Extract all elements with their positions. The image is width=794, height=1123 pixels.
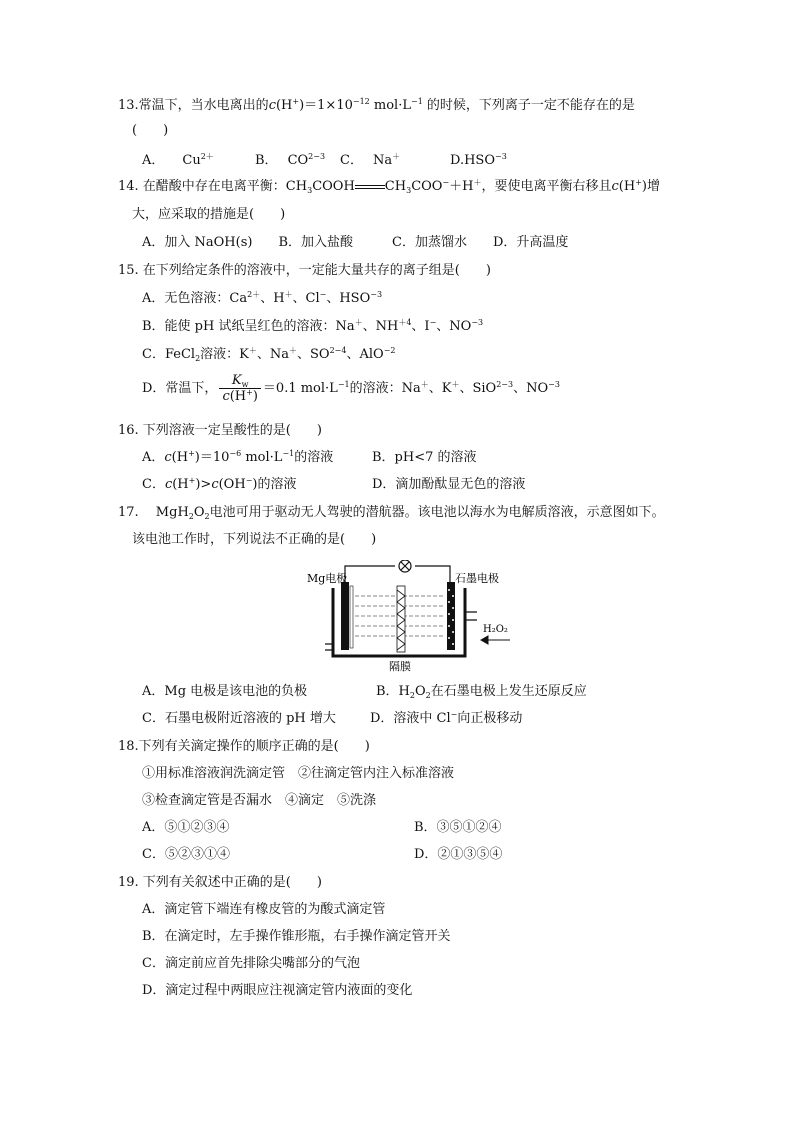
q14-ch: CH: [384, 179, 407, 194]
question-15-stem: 15. 在下列给定条件的溶液中，一定能大量共存的离子组是( ): [118, 263, 491, 278]
q17-option-d: [370, 710, 522, 728]
q15-c: C．FeCl: [142, 347, 196, 362]
opt-text: HSO: [464, 153, 495, 168]
q13-option-d: [450, 152, 507, 170]
q13-c: c: [268, 98, 276, 113]
q16-sup: +: [188, 476, 196, 485]
q18-option-d: D．②①③⑤④: [414, 847, 503, 862]
q15-d: D．常温下，: [142, 381, 218, 396]
q19-option-d: D．滴定过程中两眼应注视滴定管内液面的变化: [142, 983, 413, 998]
frac-sup: +: [246, 388, 253, 397]
membrane-label: 隔膜: [389, 660, 411, 672]
q15-sup: 2−4: [329, 346, 347, 355]
q19-option-b: B．在滴定时，左手操作锥形瓶，右手操作滴定管开关: [142, 929, 451, 944]
q18-option-c: C．⑤②③①④: [142, 847, 230, 862]
q16-oh: (OH: [218, 477, 246, 492]
q14-sub: 3: [406, 186, 412, 195]
q14-mid: ，要使电离平衡右移且: [481, 179, 612, 194]
q16-a: A．: [142, 450, 165, 465]
q18-steps-1: ①用标准溶液润洗滴定管 ②往滴定管内注入标准溶液: [142, 766, 455, 781]
q14-c: c: [611, 179, 619, 194]
q14-sup: −: [442, 178, 450, 187]
q15-ion: 、NH: [362, 319, 399, 334]
q15-sup: −3: [370, 290, 383, 299]
opt-sup: 2＋: [200, 152, 214, 161]
q16-c-end: )的溶液: [252, 477, 297, 492]
q17-d-post: 向正极移动: [457, 711, 523, 726]
q15-sup: −: [319, 290, 327, 299]
q16-a-unit: mol·L: [241, 450, 283, 465]
question-14-stem: [118, 178, 660, 196]
frac-sub: w: [241, 380, 249, 389]
q15-option-a: [142, 290, 382, 308]
opt-sup: ＋: [392, 152, 401, 161]
q13-exp: −12: [352, 97, 370, 106]
opt-letter: D.: [450, 153, 465, 168]
q15-sup: −: [429, 318, 437, 327]
opt-letter: C．: [340, 153, 363, 168]
q17-o: O: [193, 505, 205, 520]
kw-fraction: $\frac{K_w}{c(H^+)}$: [219, 373, 260, 404]
q13-eq: )＝1×10: [299, 98, 353, 113]
q14-end: )增: [641, 179, 660, 194]
q17-option-b: [376, 683, 587, 701]
q14-sup: +: [635, 178, 642, 187]
q17-d-pre: D．溶液中 Cl: [370, 711, 451, 726]
q18-option-b: B．③⑤①②④: [414, 820, 502, 835]
q15-sup: 2−3: [496, 380, 514, 389]
q17-pre: 17. MgH: [118, 505, 189, 520]
equilibrium-arrow-icon: [355, 184, 385, 190]
q16-c: c: [211, 477, 219, 492]
q15-ion: 、Cl: [292, 291, 320, 306]
frac-num: K: [231, 373, 242, 388]
q15-a: A．无色溶液：Ca: [142, 291, 248, 306]
q15-sup: ＋: [451, 380, 460, 389]
q16-option-b: B．pH<7 的溶液: [372, 450, 477, 465]
q15-sub: 2: [195, 354, 201, 363]
q16-option-d: D．滴加酚酞显无色的溶液: [372, 477, 526, 492]
q16-option-a: [142, 449, 333, 467]
q13-post: 的时候，下列离子一定不能存在的是: [422, 98, 635, 113]
q16-sup: −: [245, 476, 253, 485]
q15-ion: 、SiO: [459, 381, 497, 396]
q15-ion: 、K: [428, 381, 452, 396]
question-17-stem: [118, 504, 665, 522]
opt-text: Cu: [182, 153, 201, 168]
q16-c: c: [164, 477, 173, 492]
q15-sup: ＋: [284, 290, 293, 299]
question-13-stem: [118, 97, 635, 115]
q15-sup: 2＋: [247, 290, 261, 299]
q14-text: 14. 在醋酸中存在电离平衡：CH: [118, 179, 308, 194]
q17-b-o: O: [414, 684, 426, 699]
opt-letter: B．: [255, 153, 278, 168]
q16-a-end: 的溶液: [294, 450, 334, 465]
q13-unit: mol·L: [369, 98, 411, 113]
q13-unit-exp: −1: [410, 97, 423, 106]
q15-ion: 、NO: [436, 319, 472, 334]
q14-options: A．加入 NaOH(s) B．加入盐酸 C．加蒸馏水 D．升高温度: [142, 235, 569, 250]
q17-b-post: 在石墨电极上发生还原反应: [430, 684, 587, 699]
q15-d-post: 的溶液：Na: [349, 381, 421, 396]
opt-text: CO: [287, 153, 309, 168]
q17-option-a: A．Mg 电极是该电池的负极: [142, 684, 308, 699]
q15-option-c: [142, 346, 396, 364]
q16-c: c: [164, 450, 172, 465]
q17-sup: −: [450, 710, 458, 719]
q16-sup: −6: [229, 449, 242, 458]
bulb-cross: [401, 562, 409, 570]
q15-option-d: [142, 372, 560, 406]
q17-sub: 2: [188, 512, 194, 521]
graphite-electrode: [447, 582, 455, 650]
q13-option-a: [142, 152, 214, 170]
wire: [345, 566, 395, 582]
q16-c-mid: )>: [195, 477, 212, 492]
q15-sup: ＋: [289, 346, 298, 355]
q14-h-tail: (H: [618, 179, 636, 194]
membrane: [397, 586, 405, 652]
q14-cooh: COOH: [312, 179, 355, 194]
q17-post: 电池可用于驱动无人驾驶的潜航器。该电池以海水为电解质溶液，示意图如下。: [209, 505, 665, 520]
q14-coo: COO: [411, 179, 443, 194]
opt-sup: 2−3: [308, 152, 326, 161]
q15-ion: 、NO: [513, 381, 549, 396]
q15-ion: 、HSO: [326, 291, 371, 306]
h2o2-arrow-icon: [481, 636, 510, 644]
q17-sub: 2: [204, 512, 210, 521]
q14-sub: 3: [307, 186, 313, 195]
q18-option-a: A．⑤①②③④: [142, 820, 230, 835]
question-19-stem: 19. 下列有关叙述中正确的是( ): [118, 875, 322, 890]
inlet-pipe: [465, 612, 477, 620]
q17-b-pre: B．H: [376, 684, 410, 699]
q16-a-eq: )＝10: [194, 450, 230, 465]
q15-ion: 、AlO: [346, 347, 384, 362]
q15-ion: 、I: [411, 319, 430, 334]
question-16-stem: 16. 下列溶液一定呈酸性的是( ): [118, 423, 322, 438]
graphite-label: 石墨电极: [455, 572, 499, 585]
q15-ion: 、H: [260, 291, 285, 306]
q16-sup: −1: [282, 449, 295, 458]
q17-option-c: C．石墨电极附近溶液的 pH 增大: [142, 711, 336, 726]
battery-diagram: [305, 560, 520, 672]
q16-sup: +: [188, 449, 195, 458]
q15-sup: −3: [471, 318, 484, 327]
q15-sup: ＋: [248, 346, 257, 355]
q14-h: ＋H: [449, 179, 474, 194]
q13-sup: +: [292, 97, 300, 106]
q18-steps-2: ③检查滴定管是否漏水 ④滴定 ⑤洗涤: [142, 793, 377, 808]
opt-letter: A．: [142, 153, 165, 168]
q15-sup: −2: [383, 346, 396, 355]
q15-sup: ＋: [354, 318, 363, 327]
q13-text: 13.常温下，当水电离出的: [118, 98, 269, 113]
q15-sup: ＋4: [398, 318, 412, 327]
q15-sup: ＋: [420, 380, 429, 389]
q15-ion: 、Na: [256, 347, 290, 362]
opt-sup: −3: [495, 152, 507, 161]
q16-c-pre: C．: [142, 477, 165, 492]
q16-option-c: C．c(H+)>c(OH−)的溶液: [142, 476, 297, 492]
q15-sup: −1: [337, 380, 350, 389]
q15-d-mid: ＝0.1 mol·L: [262, 381, 338, 396]
q17-sub: 2: [425, 691, 431, 700]
mg-label: Mg电极: [307, 572, 348, 585]
wire: [415, 566, 450, 582]
q19-option-c: C．滴定前应首先排除尖嘴部分的气泡: [142, 956, 360, 971]
question-18-stem: 18.下列有关滴定操作的顺序正确的是( ): [118, 739, 370, 754]
opt-text: Na: [372, 153, 393, 168]
q19-option-a: A．滴定管下端连有橡皮管的为酸式滴定管: [142, 902, 386, 917]
q15-sup: −3: [548, 380, 560, 389]
mg-electrode: [341, 582, 353, 650]
q13-option-b: [255, 152, 325, 170]
q14-sup: ＋: [473, 178, 482, 187]
h2o2-label: H₂O₂: [483, 624, 508, 635]
q13-h: (H: [275, 98, 293, 113]
q13-option-c: [340, 152, 400, 170]
q16-a-mid: (H: [171, 450, 189, 465]
q14-line2: 大，应采取的措施是( ): [132, 207, 286, 222]
q17-sub: 2: [409, 691, 415, 700]
q13-paren: ( ): [132, 123, 169, 138]
q15-option-b: [142, 318, 483, 336]
q17-line2: 该电池工作时，下列说法不正确的是( ): [132, 532, 377, 547]
q15-c-mid: 溶液：K: [200, 347, 249, 362]
q15-ion: 、SO: [297, 347, 330, 362]
q15-b: B．能使 pH 试纸呈红色的溶液：Na: [142, 319, 355, 334]
